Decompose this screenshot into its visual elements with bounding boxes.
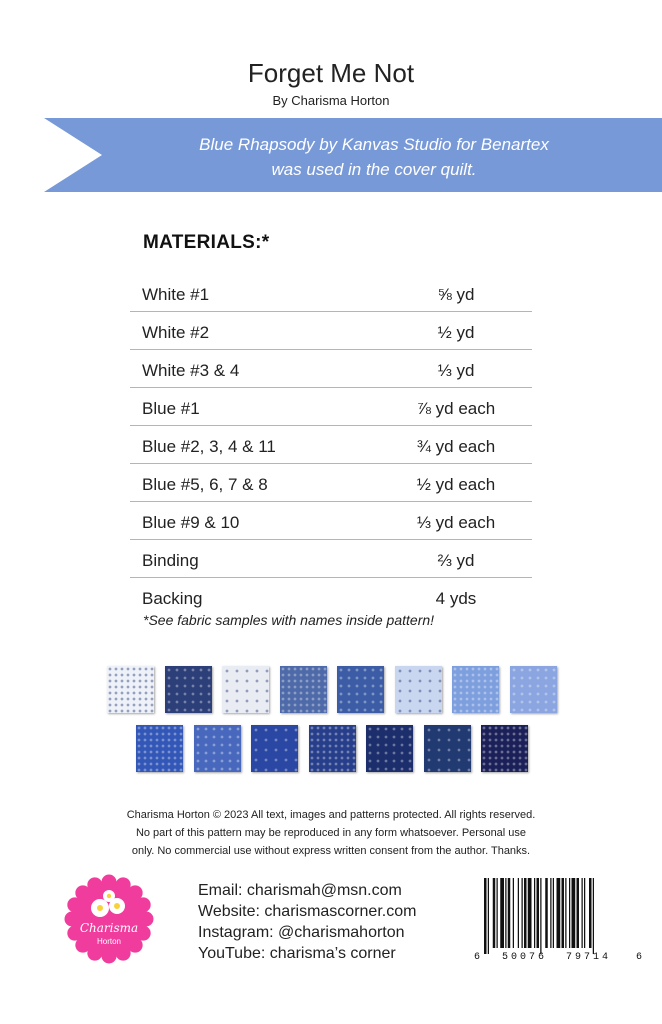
banner-line-2: was used in the cover quilt. (271, 160, 477, 179)
logo-word-1: Charisma (79, 921, 139, 935)
pattern-title: Forget Me Not (247, 58, 415, 88)
fabric-swatch (309, 725, 356, 772)
copyright-line-1: Charisma Horton © 2023 All text, images and patterns protected. All rights reserved. (126, 809, 536, 821)
banner-text (104, 132, 644, 182)
material-name: Blue #9 & 10 (142, 513, 240, 532)
banner-line-1: Blue Rhapsody by Kanvas Studio for Benartex (199, 135, 549, 154)
materials-table (130, 276, 532, 617)
contact-youtube: YouTube: charisma’s corner (198, 945, 396, 962)
fabric-swatch (424, 725, 471, 772)
materials-footnote: *See fabric samples with names inside pattern! (143, 612, 435, 628)
logo-word-2: Horton (96, 937, 122, 946)
materials-row (130, 428, 532, 464)
fabric-swatch (222, 666, 269, 713)
material-quantity: ½ yd each (416, 475, 496, 494)
material-quantity: ⅓ yd (437, 361, 475, 380)
fabric-swatch (510, 666, 557, 713)
material-quantity: 4 yds (435, 589, 477, 608)
contact-info (198, 880, 416, 964)
fabric-swatch (337, 666, 384, 713)
fabric-swatch (366, 725, 413, 772)
charisma-horton-logo (64, 874, 154, 964)
contact-instagram: Instagram: @charismahorton (198, 924, 405, 941)
materials-row (130, 314, 532, 350)
material-name: Binding (142, 551, 199, 570)
fabric-swatch (194, 725, 241, 772)
material-name: Blue #1 (142, 399, 200, 418)
fabric-swatch (107, 666, 154, 713)
fabric-swatch (280, 666, 327, 713)
material-quantity: ⅞ yd each (416, 399, 496, 418)
copyright-notice (0, 806, 662, 860)
materials-heading: MATERIALS:* (143, 232, 270, 253)
material-quantity: ⅓ yd each (416, 513, 496, 532)
fabric-swatch (251, 725, 298, 772)
material-name: White #3 & 4 (142, 361, 240, 380)
material-name: White #1 (142, 285, 210, 304)
material-name: Backing (142, 589, 203, 608)
barcode-digit-group-2: 79714 (566, 952, 612, 963)
materials-row (130, 542, 532, 578)
copyright-line-3: only. No commercial use without express written consent from the author. Thanks. (131, 845, 531, 857)
material-name: Blue #2, 3, 4 & 11 (142, 437, 276, 456)
materials-row (130, 504, 532, 540)
fabric-swatch (165, 666, 212, 713)
fabric-banner (44, 118, 662, 192)
material-quantity: ¾ yd each (416, 437, 496, 456)
materials-row (130, 352, 532, 388)
barcode-digit-trail: 6 (636, 952, 643, 963)
material-name: Blue #5, 6, 7 & 8 (142, 475, 268, 494)
fabric-swatch (395, 666, 442, 713)
author-byline: By Charisma Horton (272, 93, 390, 108)
materials-row (130, 276, 532, 312)
materials-row (130, 580, 532, 615)
material-name: White #2 (142, 323, 210, 342)
contact-email: Email: charismah@msn.com (198, 882, 402, 899)
copyright-line-2: No part of this pattern may be reproduced in any form whatsoever. Personal use (135, 827, 527, 839)
material-quantity: ⅔ yd (437, 551, 475, 570)
contact-website: Website: charismascorner.com (198, 903, 417, 920)
materials-row (130, 390, 532, 426)
materials-row (130, 466, 532, 502)
barcode-digit-lead: 6 (474, 952, 481, 963)
fabric-swatch (136, 725, 183, 772)
material-quantity: ½ yd (437, 323, 475, 342)
fabric-swatch (481, 725, 528, 772)
fabric-swatch (452, 666, 499, 713)
barcode-icon (480, 878, 636, 954)
barcode-digit-group-1: 50076 (502, 952, 548, 963)
material-quantity: ⅝ yd (437, 285, 475, 304)
